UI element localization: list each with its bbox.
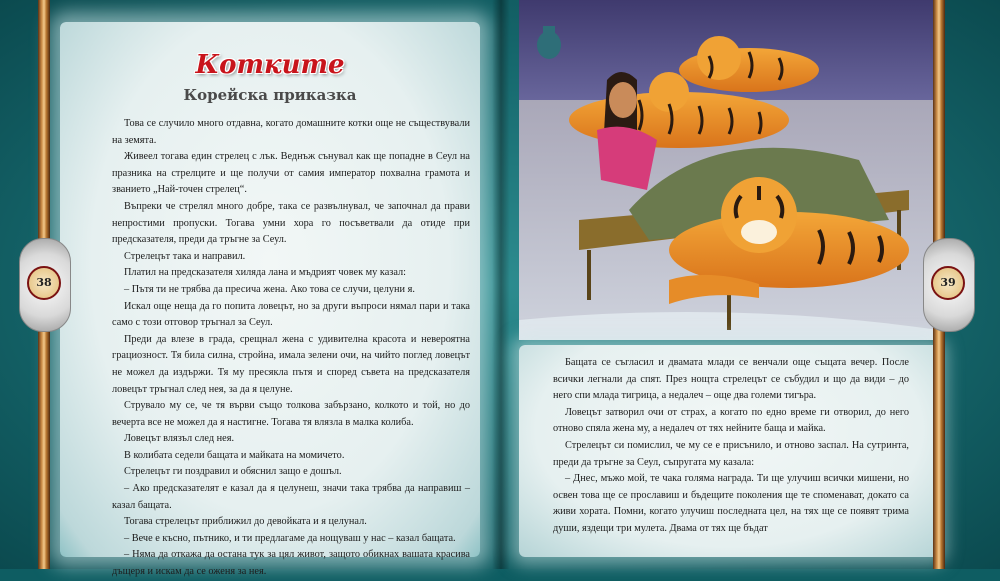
story-text [112,116,470,581]
page-number: 38 [27,266,61,300]
paragraph: Въпреки че стрелял много добре, така се развълнувал, че започнал да прави непростими пропуски. Тогава умни хора го посъветвали да отиде при предсказателя, преди да тръгне за Сеул. [112,200,470,246]
paragraph: Стрелецът си помислил, че му се е присънило, и отново заспал. На сутринта, преди да тръгне за Сеул, съпругата му казала: [553,439,909,468]
story-subtitle: Корейска приказка [183,86,357,104]
paragraph: – Пътя ти не трябва да пресича жена. Ако това се случи, целуни я. [124,283,415,295]
paragraph: – Вече е късно, пътнико, и ти предлагаме да нощуваш у нас – казал бащата. [124,532,456,544]
paragraph: – Няма да откажа да остана тук за цял живот, защото обикнах вашата красива дъщеря и искам да се оженя за нея. [112,549,470,578]
paragraph: Бащата се съгласил и двамата млади се венчали още същата вечер. После всички легнали да спят. През нощта стрелецът се събудил и що да види – до него спи млада тигрица, а недалеч – още два големи тигъра. [553,357,909,402]
right-page [501,0,1000,569]
paragraph: Живеел тогава един стрелец с лък. Веднъж сънувал как ще попадне в Сеул на празника на стрелците и ще получи от самия император похвална грамота и званието „Най-точен стрелец“. [112,151,470,196]
paragraph: Ловецът затворил очи от страх, а когато по едно време ги отворил, до него отново спяла жена му, а недалеч от тях нейните баща и майка. [553,406,909,435]
paragraph: Струвало му се, че тя върви също толкова забързано, колкото и той, но до вечерта все не можел да я настигне. Тогава тя влязла в малка колиба. [112,400,470,428]
paragraph: Стрелецът така и направил. [124,250,246,262]
paragraph: Преди да влезе в града, срещнал жена с удивителна красота и невероятна грациозност. Тя била силна, стройна, имала зелени очи, на чийто поглед ловецът не можел да издържи. Тя му пресякла пътя и според съвета на предсказателя ловецът тръгнал след нея, за да я целуне. [112,333,470,395]
paragraph: – Днес, мъжо мой, те чака голяма награда. Ти ще улучиш всички мишени, но освен това ще се прославиш и бъдещите поколения ще те споменават, докато са живи хората. Помни, когато улучиш последната цел, на тях ще се появят трима души, яздещи три мулета. Двама от тях ще бъдат [553,473,909,534]
paragraph: Това се случило много отдавна, когато домашните котки още не съществували на земята. [112,118,470,146]
paragraph: Стрелецът ги поздравил и обяснил защо е дошъл. [124,466,342,478]
paragraph: Тогава стрелецът приближил до девойката и я целунал. [124,516,367,528]
story-title: Котките [195,50,345,80]
page-number: 39 [931,266,965,300]
left-page [0,0,499,578]
man-with-tigers-illustration [519,0,939,340]
paragraph: Ловецът влязъл след нея. [124,433,235,445]
paragraph: Искал още неща да го попита ловецът, но за други въпроси нямал пари и така само с този отговор тръгнал за Сеул. [112,300,470,329]
page-number-ornament [15,234,73,334]
page-number-ornament [919,234,977,334]
story-text [553,355,909,538]
paragraph: Платил на предсказателя хиляда лана и мъдрият човек му казал: [124,267,407,279]
paragraph: – Ако предсказателят е казал да я целунеш, значи така трябва да направиш – казал бащата. [112,483,470,511]
paragraph: В колибата седели бащата и майката на момичето. [124,449,345,461]
